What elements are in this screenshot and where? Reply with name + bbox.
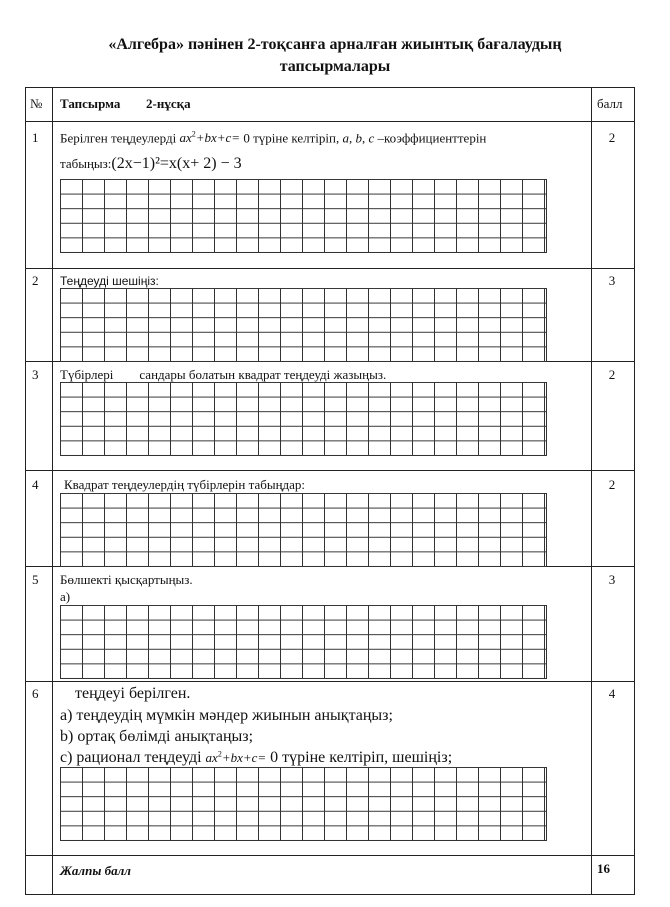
task-6-line2: а) теңдеудің мүмкін мәндер жиынын анықтаңыз;	[60, 707, 393, 724]
answer-grid	[60, 767, 547, 841]
table-border	[25, 268, 635, 269]
task-1-text: Берілген теңдеулерді $ax^2+bx+c= 0$ түріне келтіріп, a, b, c –коэффициенттерін	[60, 130, 487, 146]
answer-grid	[60, 493, 547, 567]
table-border	[52, 87, 53, 894]
answer-grid	[60, 382, 547, 456]
task-6-number: 6	[32, 686, 39, 701]
table-border	[25, 470, 635, 471]
task-3-text: Түбірлері сандары болатын квадрат теңдеуді жазыңыз.	[60, 367, 387, 382]
task-6-points: 4	[608, 686, 616, 701]
task-5-points: 3	[608, 572, 616, 587]
task-4-points: 2	[608, 477, 616, 492]
table-border	[25, 681, 635, 682]
task-4-text: Квадрат теңдеулердің түбірлерін табыңдар:	[64, 477, 306, 492]
table-border	[25, 87, 26, 894]
task-3-number: 3	[32, 367, 39, 382]
total-label: Жалпы балл	[60, 863, 131, 878]
task-5-subitem: а)	[60, 589, 71, 604]
task-1-line2: табыңыз:(2x−1)²=x(x+ 2) − 3	[60, 155, 242, 172]
task-5-text: Бөлшекті қысқартыңыз.	[60, 572, 193, 587]
task-2-text: Теңдеуді шешіңіз:	[60, 274, 159, 288]
task-2-number: 2	[32, 273, 39, 288]
task-3-points: 2	[608, 367, 616, 382]
task-4-number: 4	[32, 477, 39, 492]
table-border	[25, 855, 635, 856]
answer-grid	[60, 605, 547, 679]
answer-grid	[60, 179, 547, 253]
table-border	[634, 87, 635, 894]
header-points: балл	[597, 96, 623, 111]
document-title-line2: тапсырмалары	[279, 58, 391, 75]
standard-form: $ax^2+bx+c=$	[205, 749, 267, 765]
answer-grid	[60, 288, 547, 362]
table-border	[25, 87, 635, 88]
document-title: «Алгебра» пәнінен 2-тоқсанға арналған жиынтық бағалаудың	[108, 36, 562, 53]
task-6-line4: с) рационал теңдеуді $ax^2+bx+c= 0$ түріне келтіріп, шешіңіз;	[60, 749, 453, 766]
table-border	[25, 894, 635, 895]
task-1-number: 1	[32, 130, 39, 145]
task-6-line3: b) ортақ бөлімді анықтаңыз;	[60, 728, 254, 745]
task-5-number: 5	[32, 572, 39, 587]
task-6-line1: теңдеуі берілген.	[75, 685, 191, 702]
task-2-points: 3	[608, 273, 616, 288]
header-variant: 2-нұсқа	[146, 96, 191, 111]
task-1-equation: (2x−1)²=x(x+ 2) − 3	[111, 155, 242, 172]
header-task: Тапсырма	[60, 96, 121, 111]
table-border	[25, 121, 635, 122]
total-points: 16	[597, 861, 610, 876]
header-number: №	[30, 96, 43, 111]
standard-form: $ax^2+bx+c=$	[179, 130, 241, 146]
table-border	[591, 87, 592, 894]
task-1-points: 2	[608, 130, 616, 145]
